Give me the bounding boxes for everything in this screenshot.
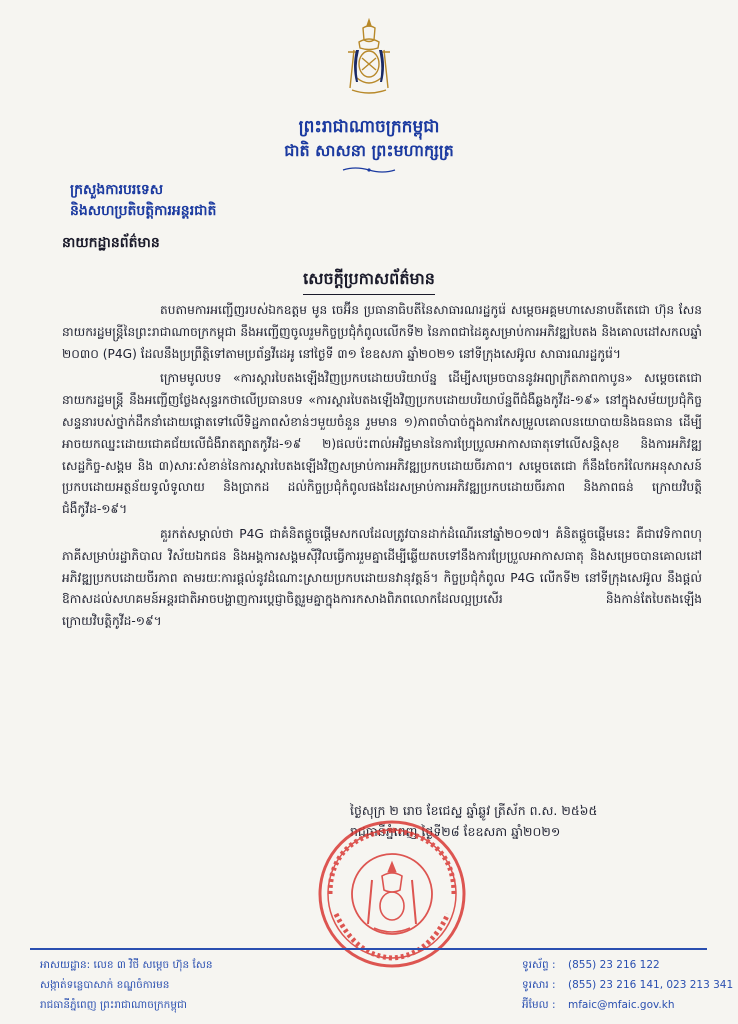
phone-label: ទូរស័ព្ទ : bbox=[522, 959, 556, 971]
department-name: នាយកដ្ឋានព័ត៌មាន bbox=[62, 235, 160, 251]
email-address: mfaic@mfaic.gov.kh bbox=[568, 999, 675, 1011]
royal-emblem-icon bbox=[344, 18, 394, 98]
footer-divider bbox=[30, 948, 707, 950]
paragraph: គួរកត់សម្គាល់ថា P4G ជាគំនិតផ្តួចផ្តើមសកលដែលត្រូវបានដាក់ដំណើរនៅឆ្នាំ២០១៧។ គំនិតផ្តួចផ្តើមនេះ គឺជាវេទិកាពហុភាគីសម្រាប់រដ្ឋាភិបាល វិស័យឯកជន និងអង្គការសង្គមស៊ីវិលធ្វើការរួមគ្នាដើម្បីឆ្លើយតបទៅនឹងការប្រែប្រួលអាកាសធាតុ និងសម្រេចបានគោលដៅអភិវឌ្ឍប្រកបដោយចីរភាព តាមរយៈការផ្តល់នូវដំណោះស្រាយប្រកបដោយនវានុវត្តន៍។ កិច្ចប្រជុំកំពូល P4G លើកទី២ នៅទីក្រុងសេអ៊ូល នឹងផ្តល់ឱកាសដល់សហគមន៍អន្តរជាតិអាចបង្ហាញការប្តេជ្ញាចិត្តរួមគ្នាក្នុងការកសាងពិភពលោកដែលល្អប្រសើរ និងកាន់តែបៃតងឡើង ក្រោយវិបត្តិកូវីដ-១៩។ bbox=[62, 526, 702, 629]
kingdom-name: ព្រះរាជាណាចក្រកម្ពុជា bbox=[298, 117, 440, 137]
footer-address bbox=[40, 955, 213, 1015]
paragraph: តបតាមការអញ្ជើញរបស់ឯកឧត្តម មូន ចេអ៊ីន ប្រធានាធិបតីនៃសាធារណរដ្ឋកូរ៉េ សម្តេចអគ្គមហាសេនាបតីតេជោ ហ៊ុន សែន នាយករដ្ឋមន្ត្រីនៃព្រះរាជាណាចក្រកម្ពុជា នឹងអញ្ជើញចូលរួមកិច្ចប្រជុំកំពូលលើកទី២ នៃភាពជាដៃគូសម្រាប់ការអភិវឌ្ឍបៃតង និងគោលដៅសកលឆ្នាំ ២០៣០ (P4G) ដែលនឹងប្រព្រឹត្តិទៅតាមប្រព័ន្ធវីដេអូ នៅថ្ងៃទី ៣១ ខែឧសភា ឆ្នាំ២០២១ នៅទីក្រុងសេអ៊ូល សាធារណរដ្ឋកូរ៉េ។ bbox=[62, 303, 702, 361]
address-line: រាជធានីភ្នំពេញ ព្រះរាជាណាចក្រកម្ពុជា bbox=[40, 999, 187, 1011]
lunar-date: ថ្ងៃសុក្រ ២ រោច ខែជេស្ឋ ឆ្នាំឆ្លូវ ត្រីស័ក ព.ស. ២៥៦៥ bbox=[350, 803, 598, 818]
email-label: អ៊ីមែល : bbox=[522, 999, 556, 1011]
address-line: លេខ ៣ វិថី សម្តេច ហ៊ុន សែន bbox=[93, 959, 213, 971]
fax-number: (855) 23 216 141, 023 213 341 bbox=[568, 979, 734, 991]
address-line: សង្កាត់ទន្លេបាសាក់ ខណ្ឌចំការមន bbox=[40, 979, 170, 991]
document-title: សេចក្តីប្រកាសព័ត៌មាន bbox=[303, 268, 435, 295]
phone-number: (855) 23 216 122 bbox=[568, 959, 660, 971]
ministry-name-line1: ក្រសួងការបរទេស bbox=[70, 182, 164, 198]
solar-date: រាជធានីភ្នំពេញ ថ្ងៃទី២៨ ខែឧសភា ឆ្នាំ២០២១ bbox=[350, 824, 561, 839]
ministry-name-line2: និងសហប្រតិបត្តិការអន្តរជាតិ bbox=[70, 203, 217, 219]
ornament-divider-icon bbox=[341, 166, 397, 174]
national-motto: ជាតិ សាសនា ព្រះមហាក្សត្រ bbox=[284, 141, 454, 160]
address-label: អាសយដ្ឋាន: bbox=[40, 959, 91, 971]
fax-label: ទូរសារ : bbox=[522, 979, 556, 991]
document-body bbox=[62, 300, 702, 636]
footer-contacts bbox=[522, 955, 733, 1015]
paragraph: ក្រោមមូលបទ «ការស្តារបៃតងឡើងវិញប្រកបដោយបរិយាប័ន្ន ដើម្បីសម្រេចបាននូវអព្យាក្រឹតភាពកាបូន» សម្តេចតេជោនាយករដ្ឋមន្ត្រី នឹងអញ្ជើញថ្លែងសុន្ទរកថាលើប្រធានបទ «ការស្តារបៃតងឡើងវិញប្រកបដោយបរិយាប័ន្នពីជំងឺឆ្លងកូវីដ-១៩» នៅក្នុងសម័យប្រជុំកិច្ចសន្ទនារបស់ថ្នាក់ដឹកនាំដោយផ្តោតទៅលើទិដ្ឋភាពសំខាន់ៗមួយចំនួន រួមមាន ១)ភាពចាំបាច់ក្នុងការកែសម្រួលគោលនយោបាយនិងធនធាន ដើម្បីអាចយកឈ្នះដោយជោគជ័យលើជំងឺរាតត្បាតកូវីដ-១៩ ២)ផលប៉ះពាល់អវិជ្ជមាននៃការប្រែប្រួលអាកាសធាតុទៅលើសន្តិសុខ និងការអភិវឌ្ឍសេដ្ឋកិច្ច-សង្គម និង ៣)សារៈសំខាន់នៃការស្តារបៃតងឡើងវិញសម្រាប់ការអភិវឌ្ឍប្រកបដោយចីរភាព។ សម្តេចតេជោ ក៏នឹងចែករំលែកអនុសាសន៍ប្រកបដោយអត្ថន័យទូលំទូលាយ និងប្រាកដ ដល់កិច្ចប្រជុំកំពូលផងដែរសម្រាប់ការអភិវឌ្ឍប្រកបដោយចីរភាព និងភាពធន់ ក្រោយវិបត្តិជំងឺកូវីដ-១៩។ bbox=[62, 371, 702, 517]
